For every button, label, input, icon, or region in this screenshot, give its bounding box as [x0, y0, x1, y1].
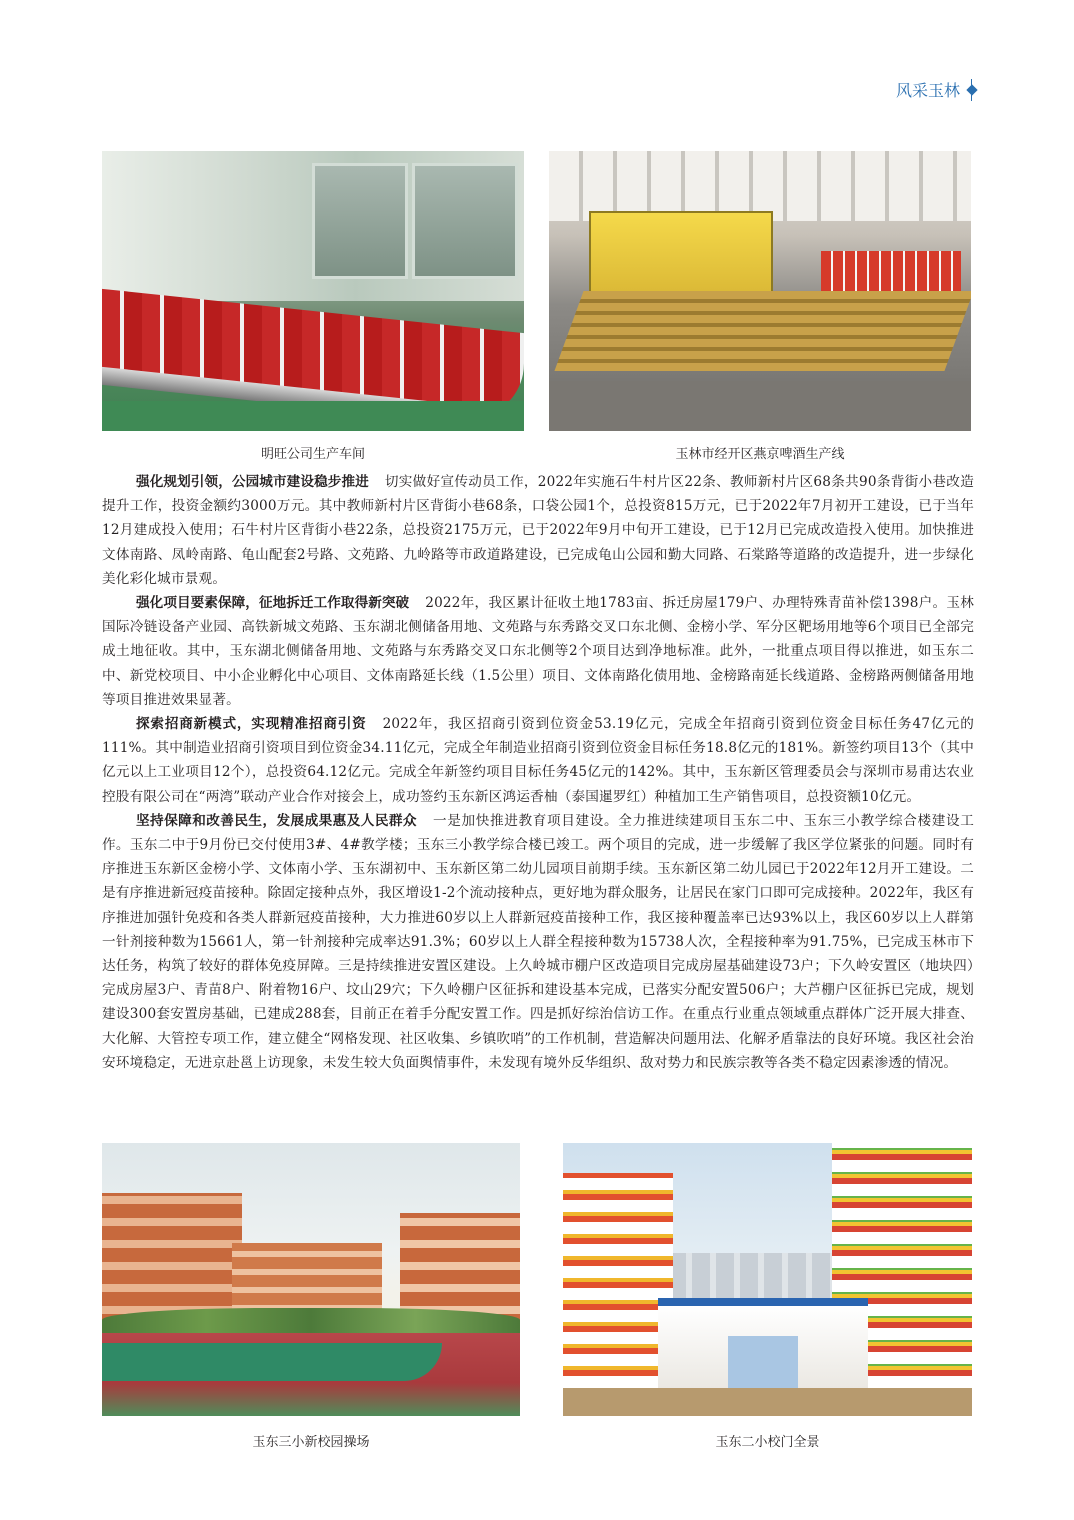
paragraph-body: 2022年，我区累计征收土地1783亩、拆迁房屋179户、办理特殊青苗补偿1398户。玉林国际冷链设备产业园、高铁新城文苑路、玉东湖北侧储备用地、文苑路与东秀路交叉口东北侧、金榜小学、军分区靶场用地等6个项目已全部完成土地征收。其中，玉东湖北侧储备用地、文苑路与东秀路交叉口东北侧等2个项目达到净地标准。此外，一批重点项目得以推进，如玉东二中、新党校项目、中小企业孵化中心项目、文体南路延长线（1.5公里）项目、文体南路化债用地、金榜路南延长线道路、金榜路两侧储备用地等项目推进效果显著。 — [102, 595, 975, 708]
paragraph-body: 2022年，我区招商引资到位资金53.19亿元，完成全年招商引资到位资金目标任务47亿元的111%。其中制造业招商引资项目到位资金34.11亿元，完成全年制造业招商引资到位资金目标任务18.8亿元的181%。新签约项目13个（其中亿元以上工业项目12个），总投资64.12亿元。完成全年新签约项目目标任务45亿元的142%。其中，玉东新区管理委员会与深圳市易甫达农业控股有限公司在“两湾”联动产业合作对接会上，成功签约玉东新区鸿运香柚（泰国暹罗红）种植加工生产销售项目，总投资额10亿元。 — [102, 716, 974, 805]
caption-bottom-left: 玉东三小新校园操场 — [252, 1435, 370, 1450]
paragraph — [102, 809, 974, 1075]
paragraph-lead: 坚持保障和改善民生，发展成果惠及人民群众 — [136, 812, 417, 829]
caption-top-left: 明旺公司生产车间 — [260, 447, 365, 462]
school-playground-photo — [102, 1143, 520, 1416]
article-body — [102, 470, 974, 1075]
paragraph — [102, 712, 974, 809]
school-gate-photo — [563, 1143, 972, 1416]
paragraph-lead: 强化项目要素保障，征地拆迁工作取得新突破 — [136, 595, 410, 612]
factory-workshop-photo — [102, 151, 524, 431]
paragraph-body: 一是加快推进教育项目建设。全力推进续建项目玉东二中、玉东三小教学综合楼建设工作。玉东二中于9月份已交付使用3#、4#教学楼；玉东三小教学综合楼已竣工。两个项目的完成，进一步缓解了我区学位紧张的问题。同时有序推进玉东新区金榜小学、文体南小学、玉东湖初中、玉东新区第二幼儿园项目前期手续。玉东新区第二幼儿园已于2022年12月开工建设。二是有序推进新冠疫苗接种。除固定接种点外，我区增设1-2个流动接种点，更好地为群众服务，让居民在家门口即可完成接种。2022年，我区有序推进加强针免疫和各类人群新冠疫苗接种，大力推进60岁以上人群新冠疫苗接种工作，我区接种覆盖率已达93%以上，我区60岁以上人群第一针剂接种数为15661人，第一针剂接种完成率达91.3%；60岁以上人群全程接种数为15738人次，全程接种率为91.75%，已完成玉林市下达任务，构筑了较好的群体免疫屏障。三是持续推进安置区建设。上久岭城市棚户区改造项目完成房屋基础建设73户；下久岭安置区（地块四）完成房屋3户、青苗8户、附着物16户、坟山29穴；下久岭棚户区征拆和建设基本完成，已落实分配安置506户；大芦棚户区征拆已完成，规划建设300套安置房基础，已建成288套，目前正在着手分配安置工作。四是抓好综治信访工作。在重点行业重点领域重点群体广泛开展大排查、大化解、大管控专项工作，建立健全“网格发现、社区收集、乡镇吹哨”的工作机制，营造解决问题用法、化解矛盾靠法的良好环境。我区社会治安环境稳定，无进京赴邕上访现象，未发生较大负面舆情事件，未发现有境外反华组织、敌对势力和民族宗教等各类不稳定因素渗透的情况。 — [102, 812, 974, 1071]
paragraph-lead: 探索招商新模式，实现精准招商引资 — [136, 716, 367, 733]
brewery-production-line-photo — [549, 151, 971, 431]
caption-bottom-right: 玉东二小校门全景 — [715, 1435, 820, 1450]
diamond-icon — [966, 79, 978, 101]
header-title: 风采玉林 — [895, 81, 960, 100]
paragraph — [102, 470, 974, 591]
paragraph-lead: 强化规划引领，公园城市建设稳步推进 — [136, 474, 369, 490]
section-header — [896, 78, 978, 101]
paragraph — [102, 591, 974, 712]
caption-top-right: 玉林市经开区燕京啤酒生产线 — [675, 447, 845, 462]
paragraph-body: 切实做好宣传动员工作，2022年实施石牛村片区22条、教师新村片区68条共90条背街小巷改造提升工作，投资金额约3000万元。其中教师新村片区背街小巷68条，口袋公园1个，总投资815万元，已于2022年7月初开工建设，已于当年12月建成投入使用；石牛村片区背街小巷22条，总投资2175万元，已于2022年9月中旬开工建设，已于12月已完成改造投入使用。加快推进文体南路、凤岭南路、龟山配套2号路、文苑路、九岭路等市政道路建设，已完成龟山公园和勤大同路、石棠路等道路的改造提升，进一步绿化美化彩化城市景观。 — [102, 474, 975, 587]
